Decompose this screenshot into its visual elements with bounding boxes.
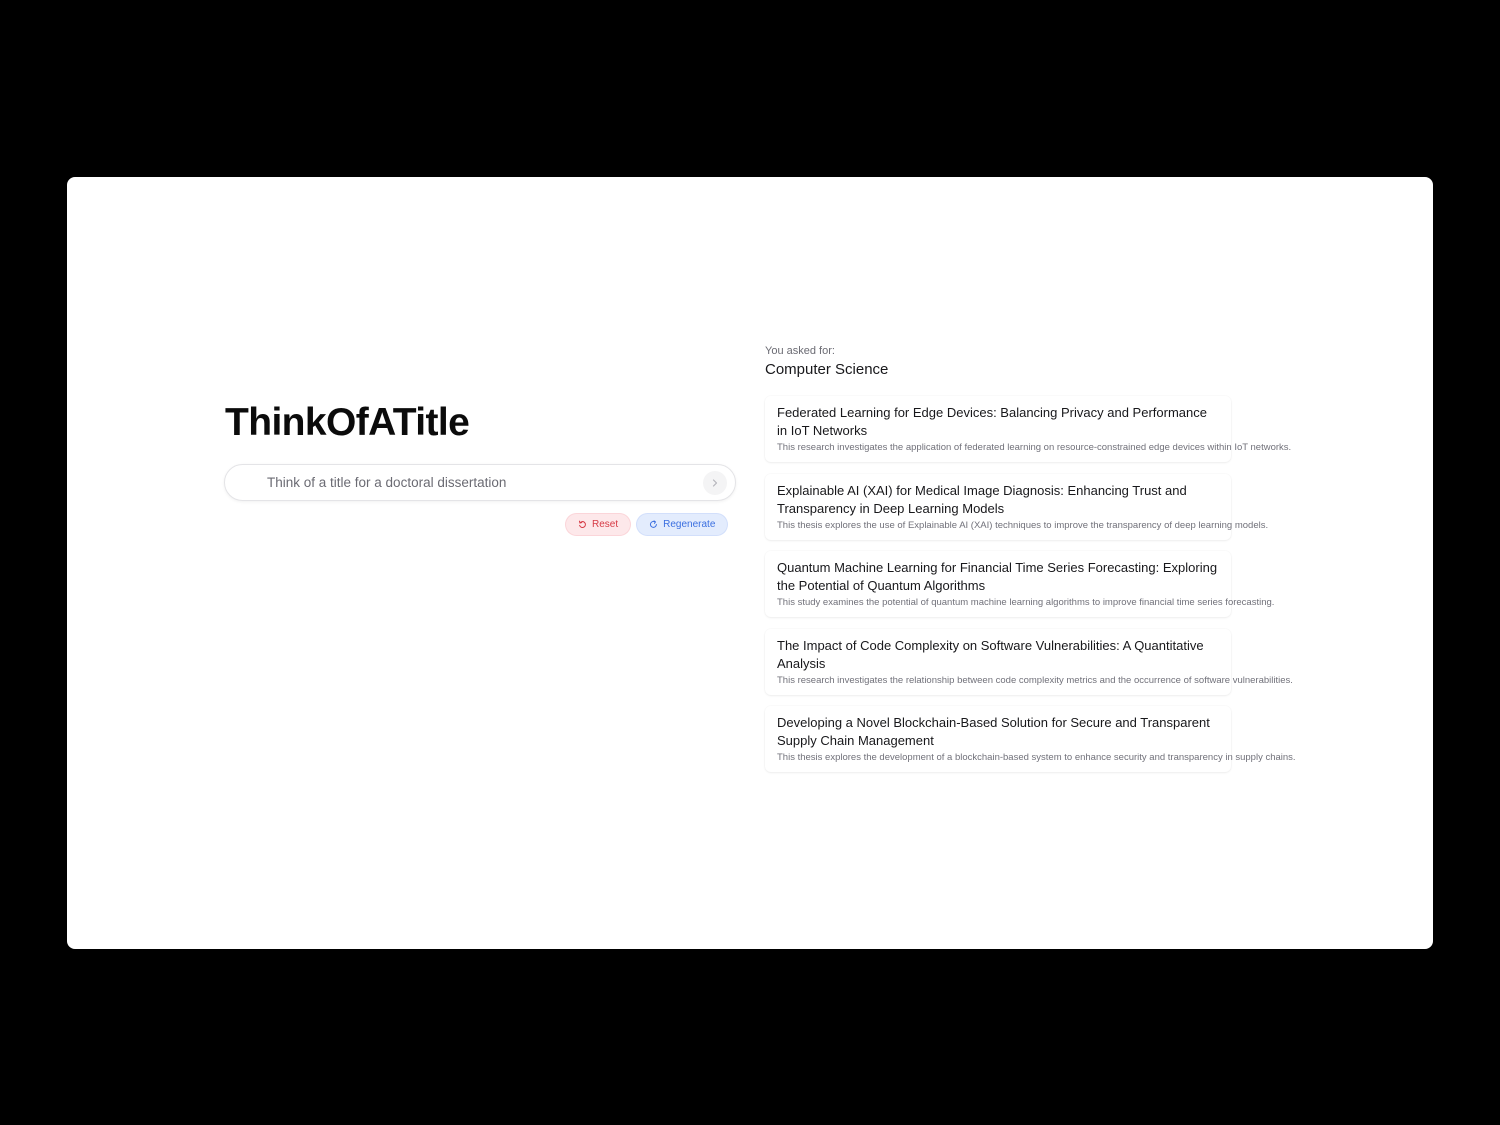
regenerate-button[interactable]	[637, 514, 727, 535]
submit-button[interactable]	[703, 471, 727, 495]
result-title: Quantum Machine Learning for Financial Time Series Forecasting: Exploring the Potential of Quantum Algorithms	[777, 560, 1218, 593]
result-title: Federated Learning for Edge Devices: Balancing Privacy and Performance in IoT Networks	[777, 405, 1207, 438]
reset-label: Reset	[592, 519, 619, 530]
result-description: This research investigates the relationship between code complexity metrics and the occurrence of software vulnerabilities.	[777, 675, 1293, 686]
result-title: The Impact of Code Complexity on Software Vulnerabilities: A Quantitative Analysis	[777, 638, 1204, 671]
search-box	[224, 464, 736, 501]
chevron-right-icon	[711, 479, 719, 487]
result-card[interactable]	[765, 551, 1275, 617]
result-card[interactable]	[765, 396, 1292, 462]
app-title: ThinkOfATitle	[225, 401, 470, 444]
app-window	[67, 177, 1433, 949]
result-description: This research investigates the application of federated learning on resource-constrained edge devices within IoT networks.	[777, 442, 1292, 453]
result-description: This study examines the potential of quantum machine learning algorithms to improve financial time series forecasting.	[777, 597, 1275, 608]
query-label: You asked for:	[765, 345, 835, 357]
result-card[interactable]	[765, 474, 1269, 540]
reset-button[interactable]	[566, 514, 630, 535]
search-input[interactable]	[267, 465, 687, 500]
result-description: This thesis explores the use of Explainable AI (XAI) techniques to improve the transparency of deep learning models.	[777, 520, 1269, 531]
result-card[interactable]	[765, 706, 1296, 772]
refresh-icon	[649, 520, 658, 529]
undo-icon	[578, 520, 587, 529]
result-title: Explainable AI (XAI) for Medical Image Diagnosis: Enhancing Trust and Transparency in Deep Learning Models	[777, 483, 1187, 516]
result-description: This thesis explores the development of a blockchain-based system to enhance security and transparency in supply chains.	[777, 752, 1296, 763]
query-value: Computer Science	[765, 361, 889, 378]
result-card[interactable]	[765, 629, 1293, 695]
action-buttons	[566, 514, 727, 535]
result-title: Developing a Novel Blockchain-Based Solution for Secure and Transparent Supply Chain Management	[777, 715, 1210, 748]
regenerate-label: Regenerate	[663, 519, 716, 530]
